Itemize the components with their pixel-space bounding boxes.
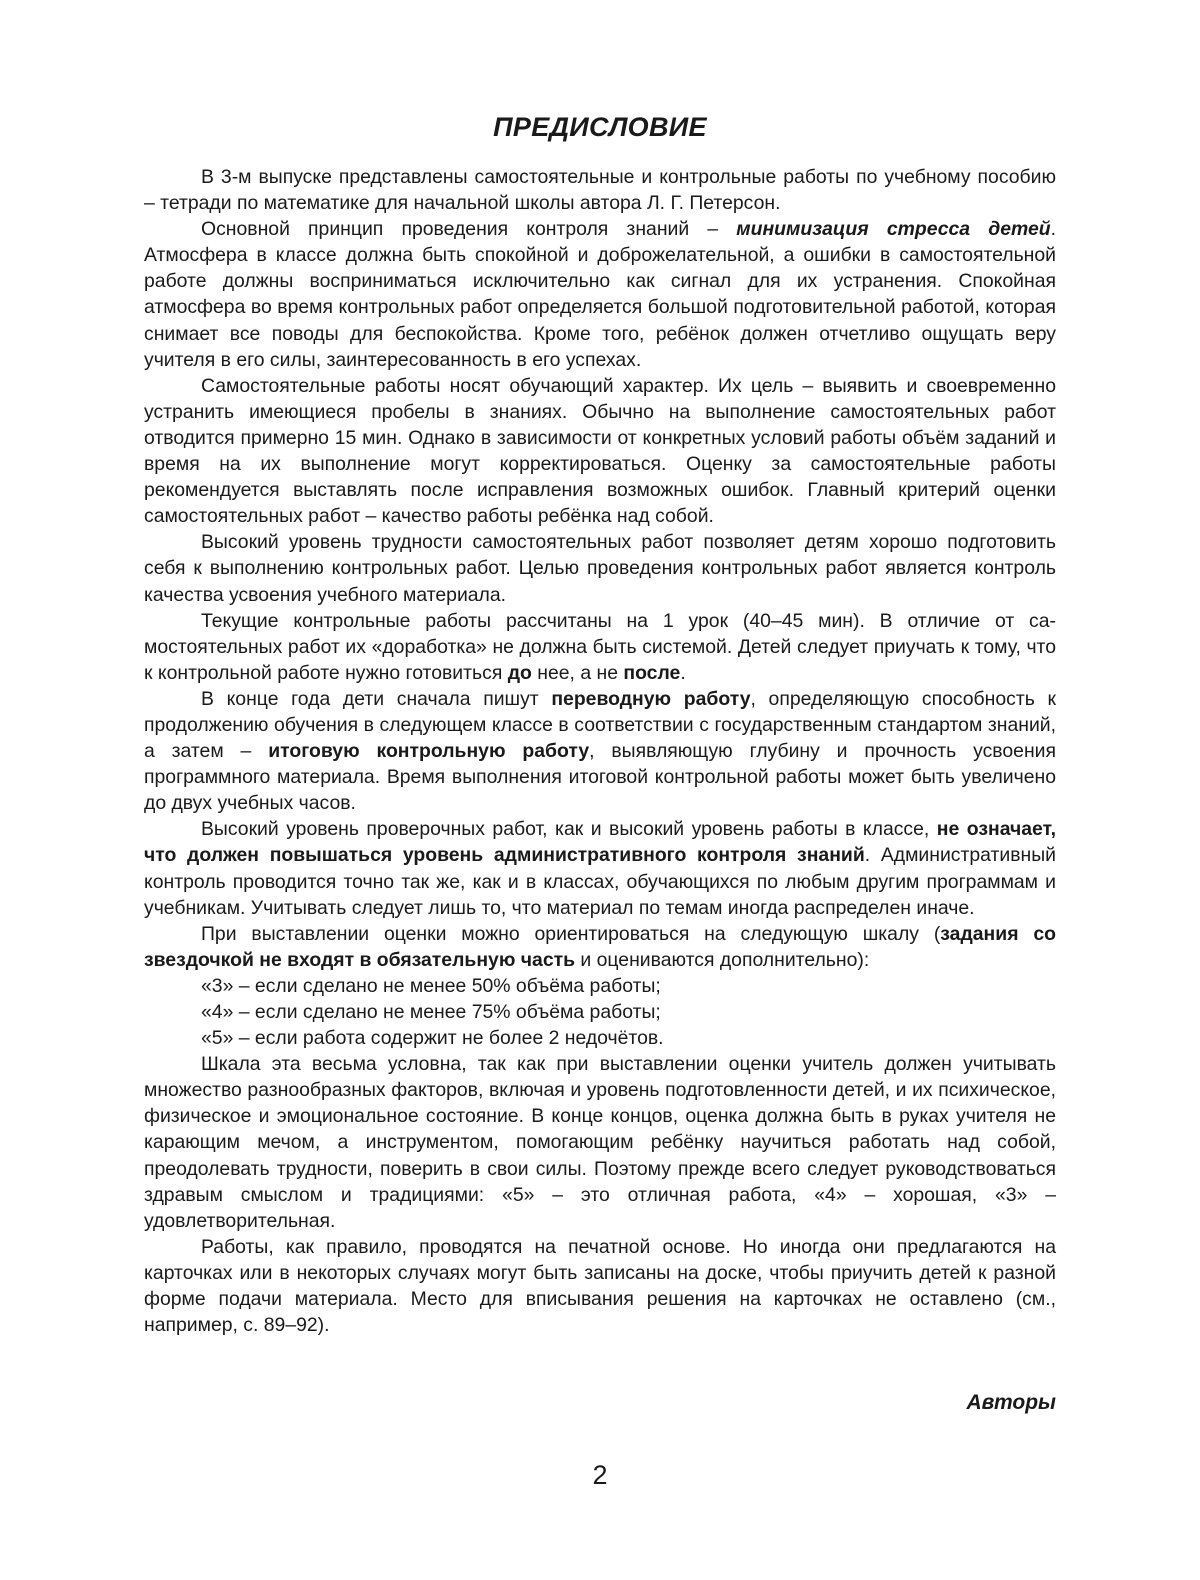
paragraph-text: В конце года дети сначала пишут bbox=[201, 687, 552, 710]
paragraph-text: . Административный контроль проводится точно так же, как и в классах, обучающихся по любым другим программам и учебникам. Учитывать следует лишь то, что материал по темам иногда распределен иначе. bbox=[144, 844, 1056, 919]
bold-text: переводную работу bbox=[551, 687, 751, 710]
paragraph-text: . Атмосфера в классе должна быть спокойной и доброжелательной, а ошибки в самостоятельной работе должны восприниматься исключительно как сигнал для их устранения. Спокойная атмосфера во время контрольных работ определяется большой подготовительной работой, которая снимает все поводы для беспокойства. Кроме того, ребёнок должен отчетливо ощущать веру учителя в его силы, заинтересованность в его успехах. bbox=[144, 218, 1057, 371]
authors-signature: Авторы bbox=[966, 1391, 1056, 1414]
paragraph-7 bbox=[144, 816, 1056, 920]
paragraph-text: Высокий уровень проверочных работ, как и высокий уровень работы в классе, bbox=[201, 818, 937, 841]
bold-text: задания со звездочкой не входят в обязательную часть bbox=[144, 922, 1056, 971]
paragraph-text: . bbox=[680, 661, 686, 684]
paragraph-text: Текущие контрольные работы рассчитаны на 1 урок (40–45 мин). В отличие от самостоятельных работ их «доработка» не должна быть системой. Детей следует приучать к тому, что к контрольной работе нужно готовиться bbox=[144, 609, 1056, 684]
page-number: 2 bbox=[592, 1460, 608, 1490]
paragraph-6 bbox=[144, 686, 1056, 816]
bold-text: после bbox=[623, 661, 681, 684]
paragraph-4: Высокий уровень трудности самостоятельных работ позволяет детям хорошо подготовить себя к выполнению контрольных работ. Целью проведения контрольных работ является контроль качества усвоения учебного материала. bbox=[144, 531, 1056, 606]
paragraph-8 bbox=[144, 921, 1056, 973]
bold-text: итоговую контрольную работу bbox=[268, 740, 590, 763]
paragraph-1: В 3-м выпуске представлены самостоятельные и контрольные работы по учебному пособию – тетради по математике для начальной школы автора Л. Г. Петерсон. bbox=[144, 166, 1056, 215]
paragraph-2 bbox=[144, 216, 1056, 373]
grade-scale-item: «4» – если сделано не менее 75% объёма работы; bbox=[201, 1001, 661, 1023]
paragraph-10: Работы, как правило, проводятся на печатной основе. Но иногда они предлагаются на карточках или в некоторых случаях могут быть записаны на доске, чтобы приучить детей к разной форме подачи материала. Место для вписывания решения на карточках не оставлено (см., например, с. 89–92). bbox=[144, 1235, 1056, 1337]
paragraph-text: , выявляющую глубину и прочность усвоения программного материала. Время выполнения итоговой контрольной работы может быть увеличено до двух учебных часов. bbox=[144, 740, 1056, 815]
grade-scale-item: «3» – если сделано не менее 50% объёма работы; bbox=[201, 974, 661, 997]
paragraph-text: При выставлении оценки можно ориентироваться на следующую шкалу ( bbox=[201, 922, 941, 945]
grade-scale-item: «5» – если работа содержит не более 2 недочётов. bbox=[201, 1027, 664, 1050]
paragraph-text: нее, а не bbox=[531, 661, 624, 684]
emphasis-text: минимизация стресса детей bbox=[736, 218, 1051, 241]
bold-text: до bbox=[507, 661, 532, 684]
page-title: ПРЕДИСЛОВИЕ bbox=[493, 112, 707, 142]
paragraph-5 bbox=[144, 608, 1056, 686]
paragraph-text: и оцениваются дополнительно): bbox=[575, 948, 870, 971]
paragraph-text: Основной принцип проведения контроля знаний – bbox=[201, 218, 737, 241]
paragraph-text: , определяющую способность к продолжению обучения в следующем классе в соответствии с государственным стандартом знаний, а затем – bbox=[144, 687, 1056, 763]
paragraph-3: Самостоятельные работы носят обучающий характер. Их цель – выявить и своевременно устранить имеющиеся пробелы в знаниях. Обычно на выполнение самостоятельных работ отводится примерно 15 мин. Однако в зависимости от конкретных условий работы объём заданий и время на их выполнение могут корректироваться. Оценку за самостоятельные работы рекомендуется выставлять после исправления возможных ошибок. Главный критерий оценки самостоятельных работ – качество работы ребёнка над собой. bbox=[144, 374, 1056, 528]
preface-body bbox=[144, 164, 1056, 1338]
bold-text: не означает, что должен повышаться уровень административного контроля знаний bbox=[144, 818, 1056, 867]
paragraph-9: Шкала эта весьма условна, так как при выставлении оценки учитель должен учитывать множество разнообразных факторов, включая и уровень подготовленности детей, и их психическое, физическое и эмоциональное состояние. В конце концов, оценка должна быть в руках учителя не карающим мечом, а инструментом, помогающим ребёнку научиться работать над собой, преодолевать трудности, поверить в свои силы. Поэтому прежде всего следует руководствоваться здравым смыслом и традициями: «5» – это отличная работа, «4» – хорошая, «3» – удовлетворительная. bbox=[144, 1053, 1056, 1232]
